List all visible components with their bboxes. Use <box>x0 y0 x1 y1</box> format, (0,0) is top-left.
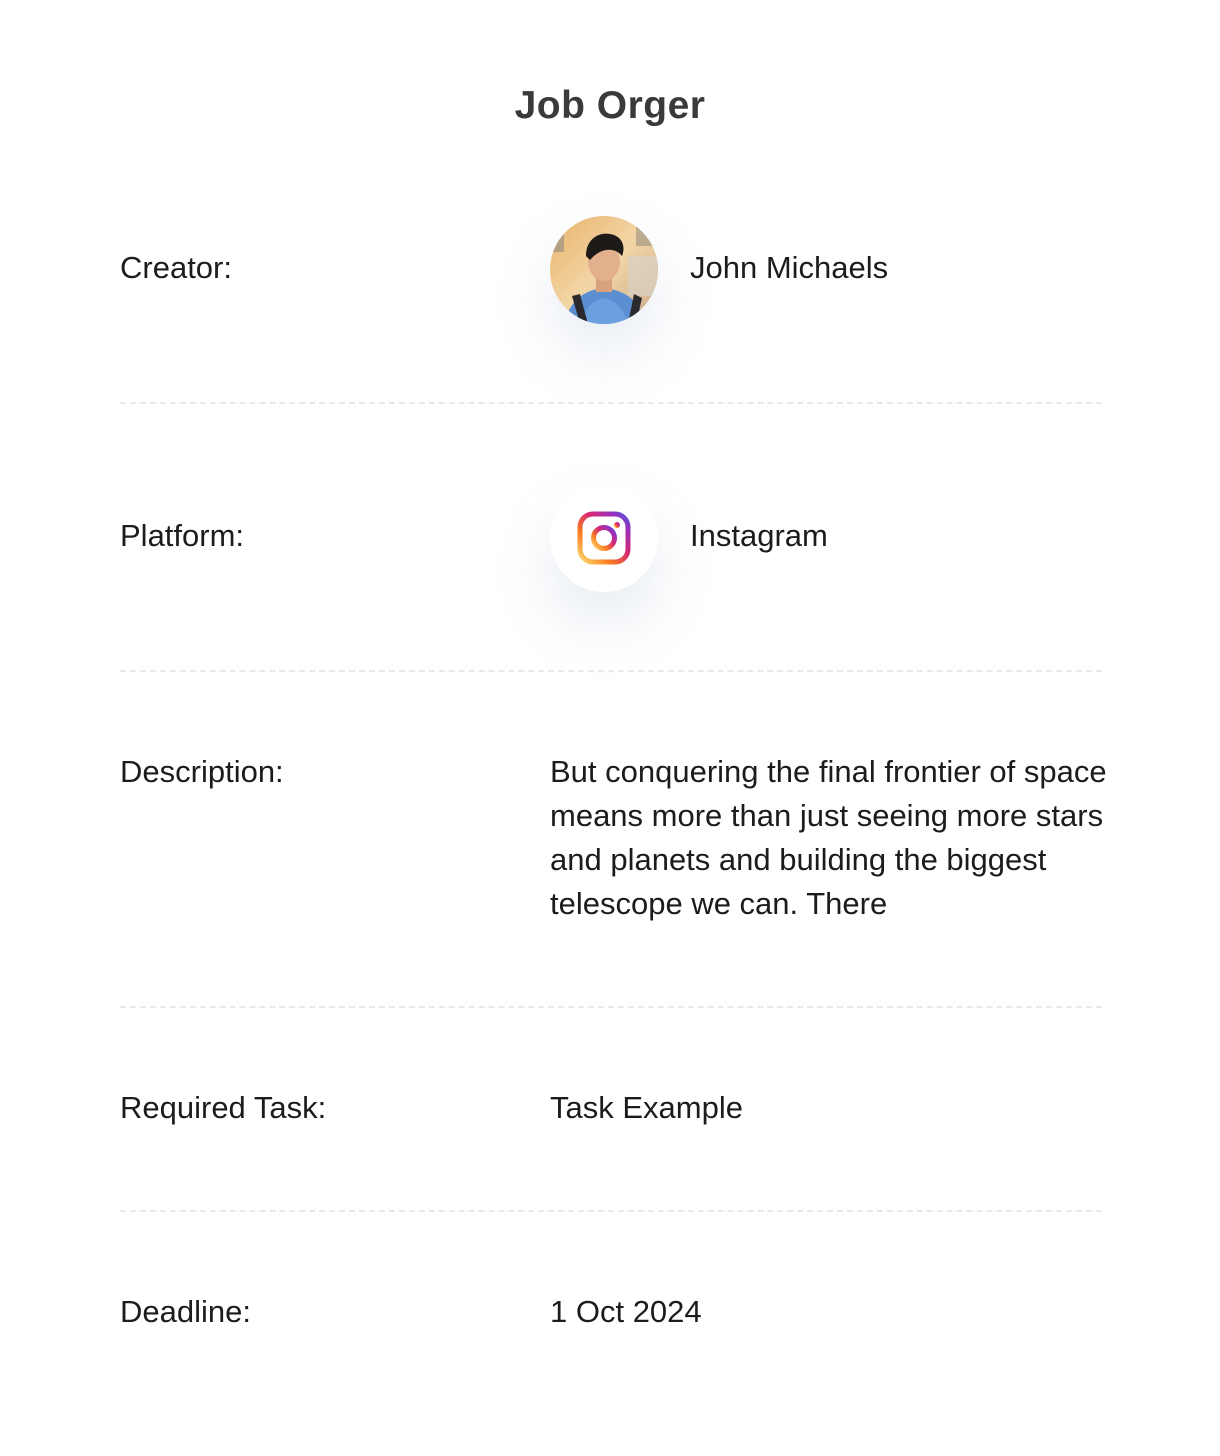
page-title: Job Orger <box>514 84 706 127</box>
deadline-value: 1 Oct 2024 <box>550 1294 702 1329</box>
instagram-icon <box>577 511 631 565</box>
divider <box>120 402 1102 404</box>
divider <box>120 1210 1102 1212</box>
creator-name[interactable]: John Michaels <box>690 250 889 285</box>
required-task-label: Required Task: <box>120 1090 327 1125</box>
platform-label: Platform: <box>120 518 245 553</box>
divider <box>120 670 1102 672</box>
platform-badge[interactable] <box>550 484 658 592</box>
description-label: Description: <box>120 754 284 789</box>
creator-avatar[interactable] <box>550 216 658 324</box>
platform-name: Instagram <box>690 518 828 553</box>
creator-label: Creator: <box>120 250 232 285</box>
required-task-value: Task Example <box>550 1090 743 1125</box>
avatar-photo-icon <box>550 216 658 324</box>
description-text: But conquering the final frontier of space means more than just seeing more stars and planets and building the biggest telescope we can. There <box>550 754 1107 921</box>
deadline-label: Deadline: <box>120 1294 251 1329</box>
divider <box>120 1006 1102 1008</box>
